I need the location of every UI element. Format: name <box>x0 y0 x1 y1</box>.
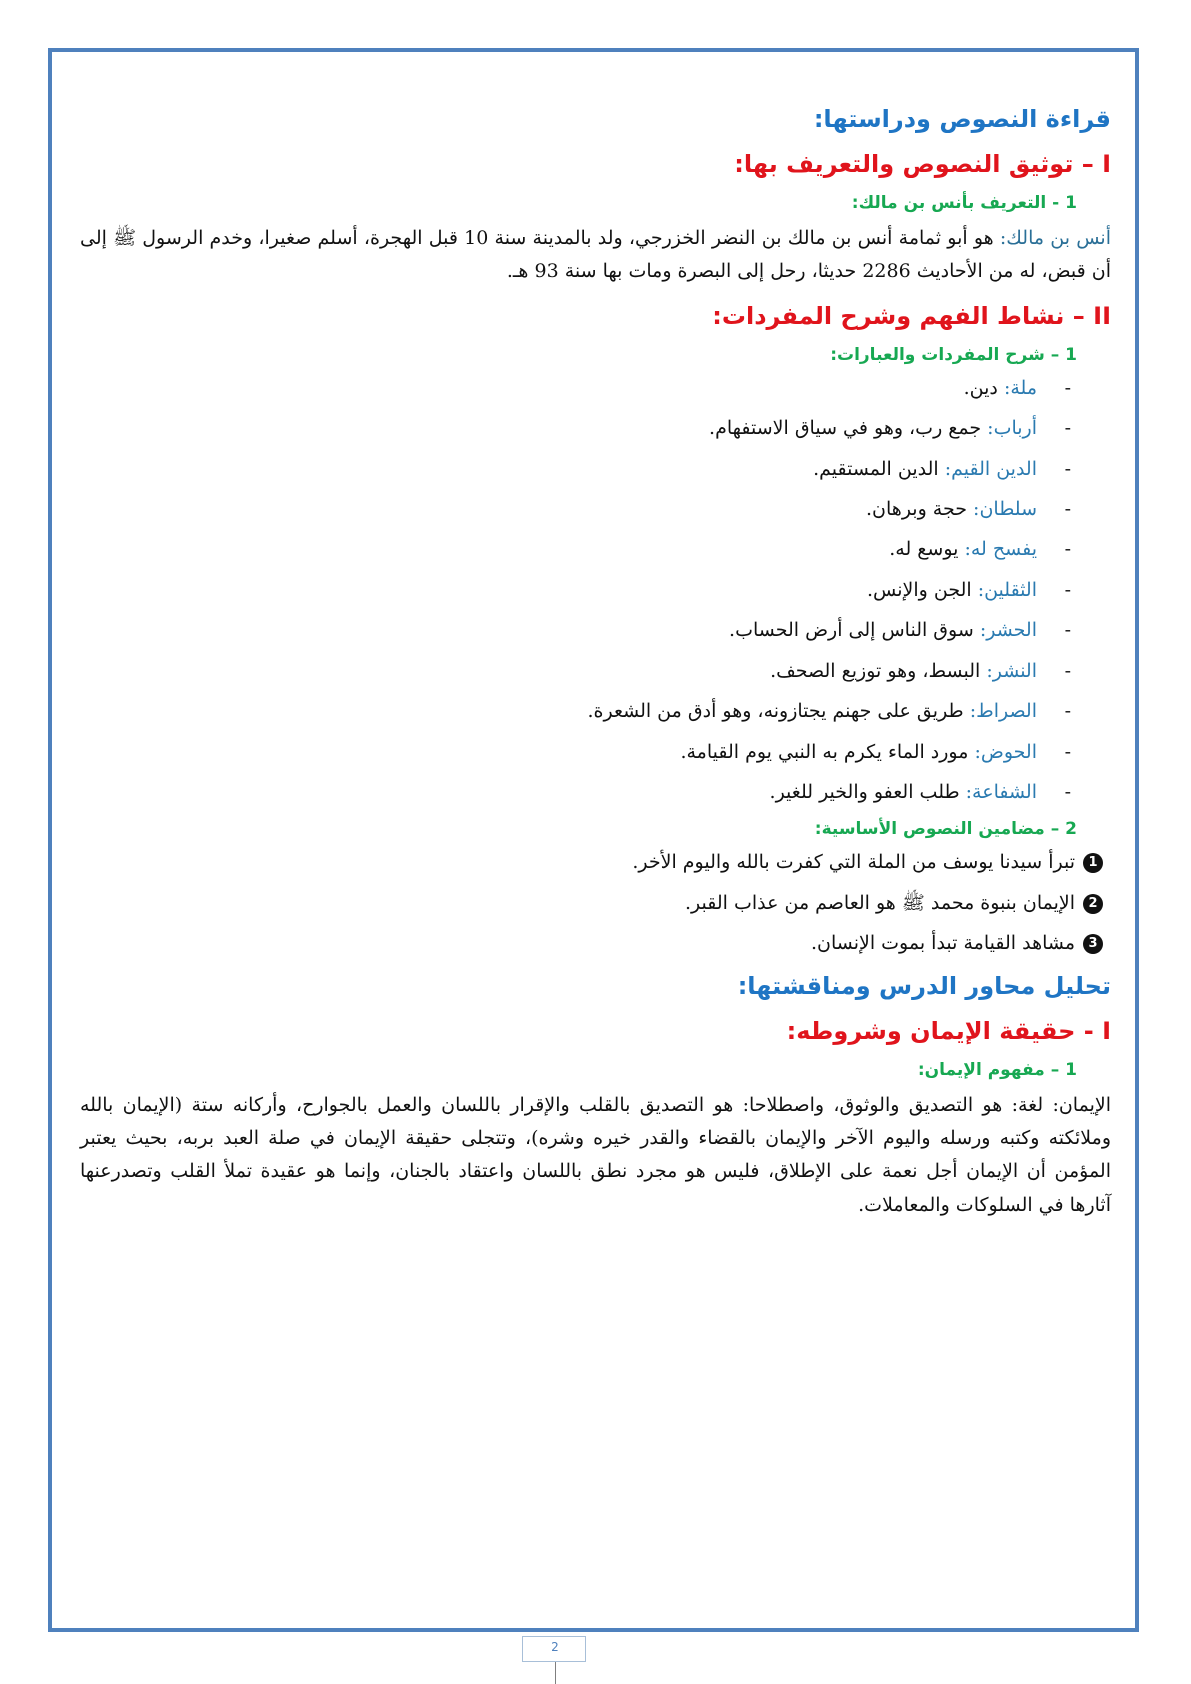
heading-part2: II – نشاط الفهم وشرح المفردات: <box>712 301 1111 330</box>
themes-list <box>80 848 1111 958</box>
vocab-item <box>80 657 1071 686</box>
theme-item <box>80 848 1103 877</box>
number-badge-icon: 1 <box>1083 853 1103 873</box>
list-dash: - <box>1064 659 1071 682</box>
anas-paragraph <box>80 222 1111 289</box>
vocab-item <box>80 414 1071 443</box>
page-number-line <box>555 1662 556 1684</box>
section-heading-analysis: تحليل محاور الدرس ومناقشتها: <box>737 971 1111 1000</box>
list-dash: - <box>1064 457 1071 480</box>
vocab-def: الدين المستقيم. <box>813 457 945 480</box>
vocab-term: سلطان: <box>973 497 1037 520</box>
theme-text: الإيمان بنبوة محمد ﷺ هو العاصم من عذاب القبر. <box>684 891 1075 914</box>
vocab-term: الصراط: <box>969 700 1037 723</box>
heading-part1: I – توثيق النصوص والتعريف بها: <box>734 150 1111 179</box>
vocab-item <box>80 374 1071 403</box>
vocab-item <box>80 778 1071 807</box>
vocab-def: طريق على جهنم يجتازونه، وهو أدق من الشعرة. <box>587 700 970 723</box>
subheading-vocab: 1 – شرح المفردات والعبارات: <box>830 344 1077 365</box>
vocab-list <box>80 374 1111 808</box>
subheading-themes: 2 – مضامين النصوص الأساسية: <box>814 819 1077 840</box>
vocab-item <box>80 455 1071 484</box>
number-badge-icon: 3 <box>1083 934 1103 954</box>
vocab-def: سوق الناس إلى أرض الحساب. <box>729 619 980 642</box>
vocab-def: دين. <box>963 376 1004 399</box>
list-dash: - <box>1064 417 1071 440</box>
list-dash: - <box>1064 700 1071 723</box>
vocab-term: يفسح له: <box>964 538 1037 561</box>
vocab-item <box>80 697 1071 726</box>
vocab-def: حجة وبرهان. <box>866 497 974 520</box>
subheading-anas: 1 - التعريف بأنس بن مالك: <box>851 193 1077 214</box>
vocab-term: الحشر: <box>979 619 1037 642</box>
vocab-term: الثقلين: <box>977 578 1037 601</box>
vocab-term: ملة: <box>1003 376 1037 399</box>
vocab-term: أرباب: <box>987 417 1037 440</box>
vocab-term: الشفاعة: <box>965 781 1037 804</box>
vocab-def: البسط، وهو توزيع الصحف. <box>770 659 987 682</box>
page-number: 2 <box>551 1640 559 1654</box>
vocab-term: النشر: <box>986 659 1037 682</box>
vocab-item <box>80 738 1071 767</box>
heading-iman: I - حقيقة الإيمان وشروطه: <box>786 1016 1111 1045</box>
anas-term: أنس بن مالك: <box>999 227 1111 250</box>
vocab-def: يوسع له. <box>889 538 965 561</box>
subheading-iman-concept: 1 – مفهوم الإيمان: <box>917 1059 1077 1080</box>
theme-item <box>80 929 1103 958</box>
list-dash: - <box>1064 740 1071 763</box>
theme-text: تبرأ سيدنا يوسف من الملة التي كفرت بالله واليوم الأخر. <box>632 851 1075 874</box>
list-dash: - <box>1064 497 1071 520</box>
anas-text: هو أبو ثمامة أنس بن مالك بن النضر الخزرجي، ولد بالمدينة سنة 10 قبل الهجرة، أسلم صغيرا، وخدم الرسول ﷺ إلى أن قبض، له من الأحاديث 2286 حديثا، رحل إلى البصرة ومات بها سنة 93 هـ. <box>80 227 1111 283</box>
vocab-term: الدين القيم: <box>944 457 1037 480</box>
vocab-def: طلب العفو والخير للغير. <box>769 781 966 804</box>
theme-item <box>80 889 1103 918</box>
page-content <box>80 104 1111 1234</box>
page-number-box <box>522 1636 586 1662</box>
vocab-item <box>80 495 1071 524</box>
theme-text: مشاهد القيامة تبدأ بموت الإنسان. <box>810 932 1075 955</box>
vocab-def: مورد الماء يكرم به النبي يوم القيامة. <box>680 740 975 763</box>
vocab-item <box>80 576 1071 605</box>
list-dash: - <box>1064 619 1071 642</box>
number-badge-icon: 2 <box>1083 894 1103 914</box>
list-dash: - <box>1064 376 1071 399</box>
vocab-term: الحوض: <box>974 740 1037 763</box>
vocab-item <box>80 616 1071 645</box>
list-dash: - <box>1064 578 1071 601</box>
vocab-item <box>80 535 1071 564</box>
iman-paragraph: الإيمان: لغة: هو التصديق والوثوق، واصطلاحا: هو التصديق بالقلب والإقرار باللسان والعمل بالجوارح، وأركانه ستة (الإيمان بالله وملائكته وكتبه ورسله واليوم الآخر والإيمان بالقضاء والقدر خيره وشره)، وتتجلى حقيقة الإيمان في صلة العبد بربه، بحيث يعتبر المؤمن أن الإيمان أجل نعمة على الإطلاق، فليس هو مجرد نطق باللسان واعتقاد بالجنان، وإنما هو عقيدة تملأ القلب وتصدرعنها آثارها في السلوكات والمعاملات. <box>80 1093 1111 1216</box>
vocab-def: جمع رب، وهو في سياق الاستفهام. <box>709 417 988 440</box>
list-dash: - <box>1064 781 1071 804</box>
section-heading-reading: قراءة النصوص ودراستها: <box>813 105 1111 133</box>
vocab-def: الجن والإنس. <box>866 578 978 601</box>
list-dash: - <box>1064 538 1071 561</box>
